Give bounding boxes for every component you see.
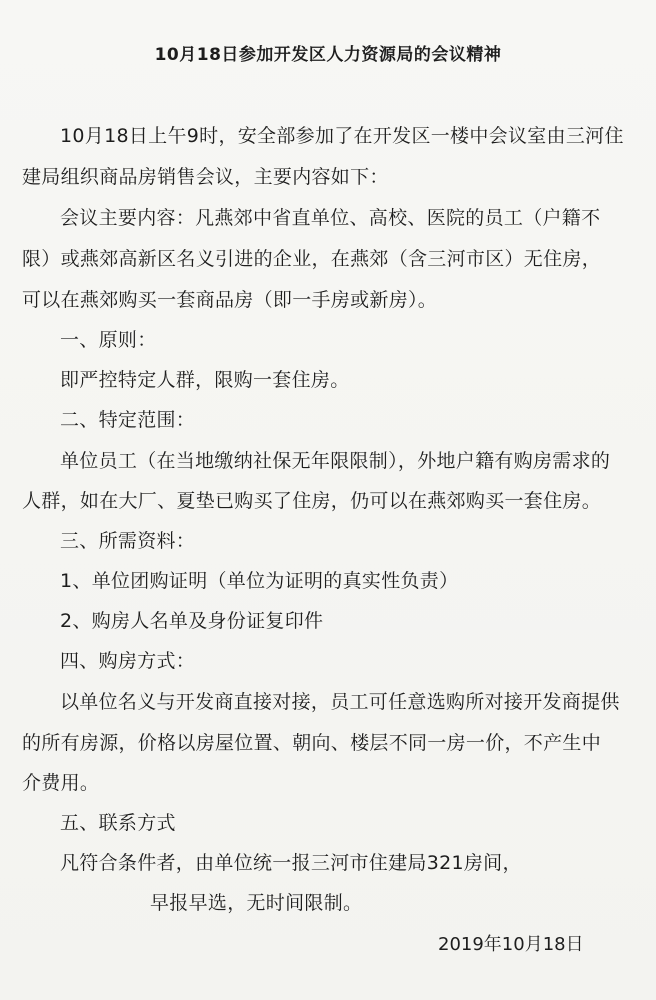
body-line-1: 10月18日上午9时，安全部参加了在开发区一楼中会议室由三河住 [60,125,624,147]
body-line-method-2: 的所有房源，价格以房屋位置、朝向、楼层不同一房一价，不产生中 [22,732,602,754]
section-heading-materials: 三、所需资料： [60,530,196,552]
body-line-3: 会议主要内容：凡燕郊中省直单位、高校、医院的员工（户籍不 [60,207,601,229]
materials-item-2: 2、购房人名单及身份证复印件 [60,610,324,632]
body-line-scope-2: 人群，如在大厂、夏垫已购买了住房，仍可以在燕郊购买一套住房。 [22,490,602,512]
body-line-4: 限）或燕郊高新区名义引进的企业，在燕郊（含三河市区）无住房， [22,248,602,270]
body-line-2: 建局组织商品房销售会议，主要内容如下： [22,166,389,188]
materials-item-1: 1、单位团购证明（单位为证明的真实性负责） [60,570,459,592]
body-line-method-3: 介费用。 [22,772,100,794]
body-line-5: 可以在燕郊购买一套商品房（即一手房或新房）。 [22,289,438,311]
document-title: 10月18日参加开发区人力资源局的会议精神 [154,45,502,65]
document-date: 2019年10月18日 [438,934,584,955]
body-line-contact-2: 早报早选，无时间限制。 [150,892,363,914]
section-heading-contact: 五、联系方式 [60,812,176,834]
section-heading-scope: 二、特定范围： [60,409,196,431]
body-line-method-1: 以单位名义与开发商直接对接，员工可任意选购所对接开发商提供 [60,691,620,713]
body-line-contact-1: 凡符合条件者，由单位统一报三河市住建局321房间， [60,852,522,874]
body-line-principle: 即严控特定人群，限购一套住房。 [60,369,350,391]
body-line-scope-1: 单位员工（在当地缴纳社保无年限限制），外地户籍有购房需求的 [60,450,611,472]
section-heading-method: 四、购房方式： [60,650,196,672]
section-heading-principle: 一、原则： [60,329,157,351]
